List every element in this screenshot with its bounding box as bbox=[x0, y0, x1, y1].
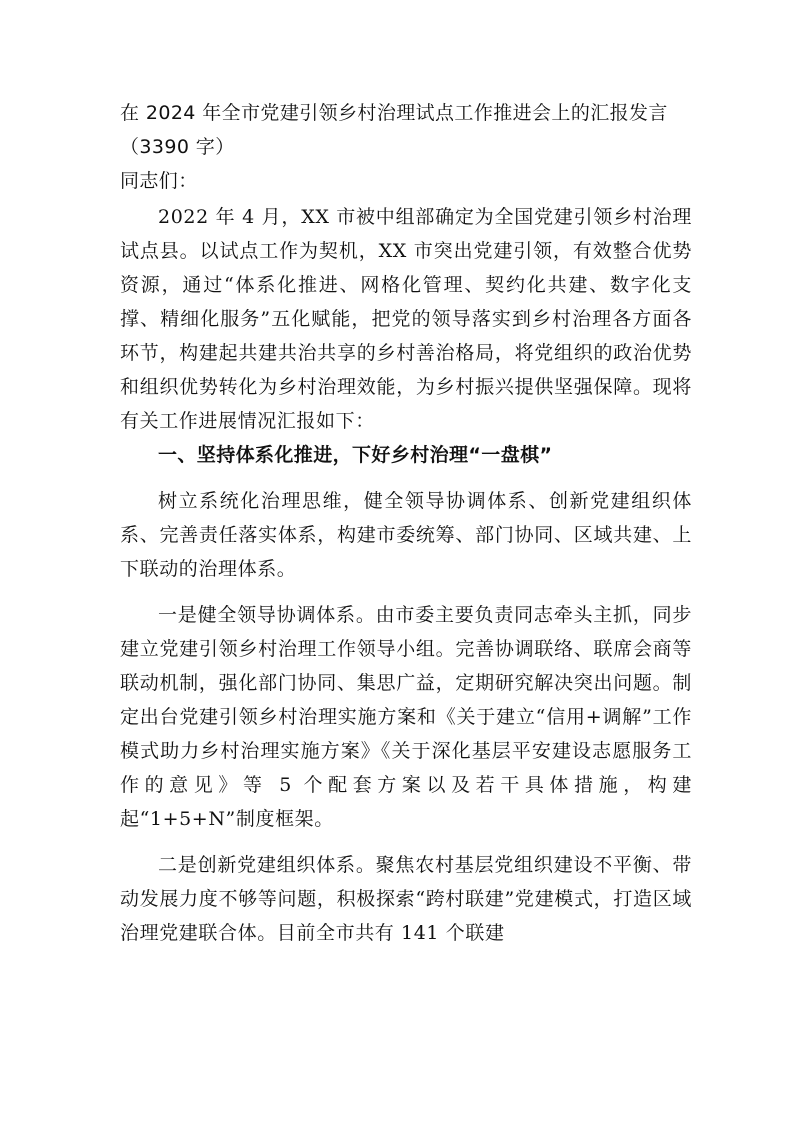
salutation: 同志们： bbox=[120, 170, 198, 192]
section-1-item-1: 一是健全领导协调体系。由市委主要负责同志牵头主抓，同步建立党建引领乡村治理工作领导小组。完善协调联络、联席会商等联动机制，强化部门协同、集思广益，定期研究解决突出问题。制定出台党建引领乡村治理实施方案和《关于建立“信用+调解”工作模式助力乡村治理实施方案》《关于深化基层平安建设志愿服务工作的意见》等 5 个配套方案以及若干具体措施，构建起“1+5+N”制度框架。 bbox=[120, 604, 692, 830]
section-1-intro: 树立系统化治理思维，健全领导协调体系、创新党建组织体系、完善责任落实体系，构建市委统筹、部门协同、区域共建、上下联动的治理体系。 bbox=[120, 490, 692, 580]
opening-paragraph: 2022 年 4 月，XX 市被中组部确定为全国党建引领乡村治理试点县。以试点工作为契机，XX 市突出党建引领，有效整合优势资源，通过“体系化推进、网格化管理、契约化共建、数字化支撑、精细化服务”五化赋能，把党的领导落实到乡村治理各方面各环节，构建起共建共治共享的乡村善治格局，将党组织的政治优势和组织优势转化为乡村治理效能，为乡村振兴提供坚强保障。现将有关工作进展情况汇报如下： bbox=[120, 206, 692, 432]
section-heading-1: 一、坚持体系化推进，下好乡村治理“一盘棋” bbox=[158, 444, 553, 466]
document-body bbox=[120, 96, 692, 950]
document-title: 在 2024 年全市党建引领乡村治理试点工作推进会上的汇报发言（3390 字） bbox=[120, 102, 668, 158]
section-1-item-2: 二是创新党建组织体系。聚焦农村基层党组织建设不平衡、带动发展力度不够等问题，积极探索“跨村联建”党建模式，打造区域治理党建联合体。目前全市共有 141 个联建 bbox=[120, 854, 692, 944]
